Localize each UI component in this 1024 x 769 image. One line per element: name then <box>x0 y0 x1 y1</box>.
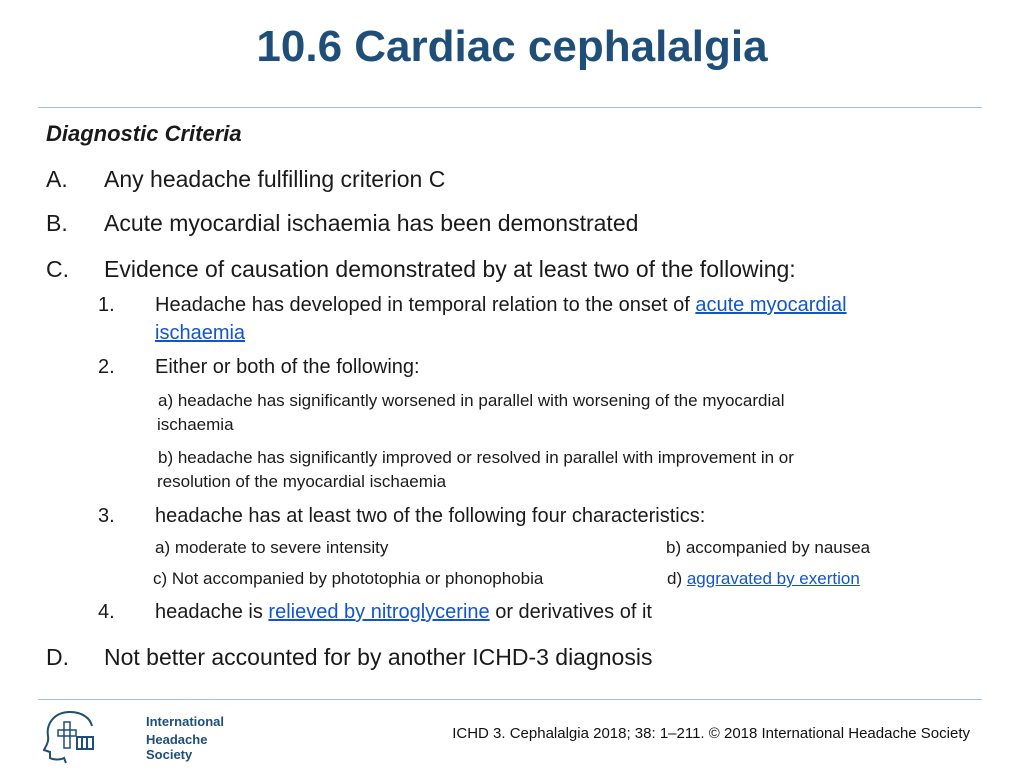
c-item-1-text: Headache has developed in temporal relation to the onset of <box>155 294 696 316</box>
criterion-b-label: B. <box>46 210 68 236</box>
acute-myocardial-ischaemia-link-cont[interactable]: ischaemia <box>155 322 246 344</box>
c-item-2-label: 2. <box>98 356 115 378</box>
page-title: 10.6 Cardiac cephalalgia <box>256 22 768 71</box>
c-item-3c: c) Not accompanied by phototophia or phonophobia <box>153 569 544 588</box>
c-item-4-text-before: headache is <box>155 601 269 623</box>
c-item-3d <box>667 569 860 589</box>
c-item-3a: a) moderate to severe intensity <box>155 538 389 557</box>
c-item-2a-line2: ischaemia <box>157 415 234 434</box>
c-item-4-text-after: or derivatives of it <box>489 601 652 623</box>
criterion-d-text: Not better accounted for by another ICHD-3 diagnosis <box>104 644 653 670</box>
c-item-3-text: headache has at least two of the following four characteristics: <box>155 505 706 527</box>
aggravated-by-exertion-link[interactable]: aggravated by exertion <box>686 569 860 588</box>
criterion-a-text: Any headache fulfilling criterion C <box>104 166 446 192</box>
ihs-logo <box>40 708 230 764</box>
c-item-2-text: Either or both of the following: <box>155 356 420 378</box>
criteria-heading: Diagnostic Criteria <box>46 121 242 146</box>
c-item-2b-line1: b) headache has significantly improved or resolved in parallel with improvement in or <box>158 448 794 467</box>
logo-line1: International <box>146 714 225 729</box>
criterion-a-label: A. <box>46 166 68 192</box>
criterion-d-label: D. <box>46 644 69 670</box>
c-item-3b: b) accompanied by nausea <box>666 538 871 557</box>
criterion-c-text: Evidence of causation demonstrated by at least two of the following: <box>104 256 796 282</box>
c-item-1-label: 1. <box>98 294 115 316</box>
c-item-3d-prefix: d) <box>667 569 687 588</box>
acute-myocardial-ischaemia-link[interactable]: acute myocardial <box>695 294 847 316</box>
c-item-2a-line1: a) headache has significantly worsened in parallel with worsening of the myocardial <box>158 391 785 410</box>
ihs-head-icon <box>40 708 102 764</box>
c-item-4-label: 4. <box>98 601 115 623</box>
bottom-divider <box>38 699 982 700</box>
c-item-1-line2 <box>155 322 245 345</box>
c-item-3-label: 3. <box>98 505 115 527</box>
logo-line2: Headache Society <box>146 732 208 762</box>
top-divider <box>38 107 982 108</box>
footer-citation: ICHD 3. Cephalalgia 2018; 38: 1–211. © 2018 International Headache Society <box>452 725 970 742</box>
criterion-b-text: Acute myocardial ischaemia has been demonstrated <box>104 210 639 236</box>
criterion-c-label: C. <box>46 256 69 282</box>
relieved-by-nitroglycerine-link[interactable]: relieved by nitroglycerine <box>268 601 490 623</box>
c-item-2b-line2: resolution of the myocardial ischaemia <box>157 472 447 491</box>
